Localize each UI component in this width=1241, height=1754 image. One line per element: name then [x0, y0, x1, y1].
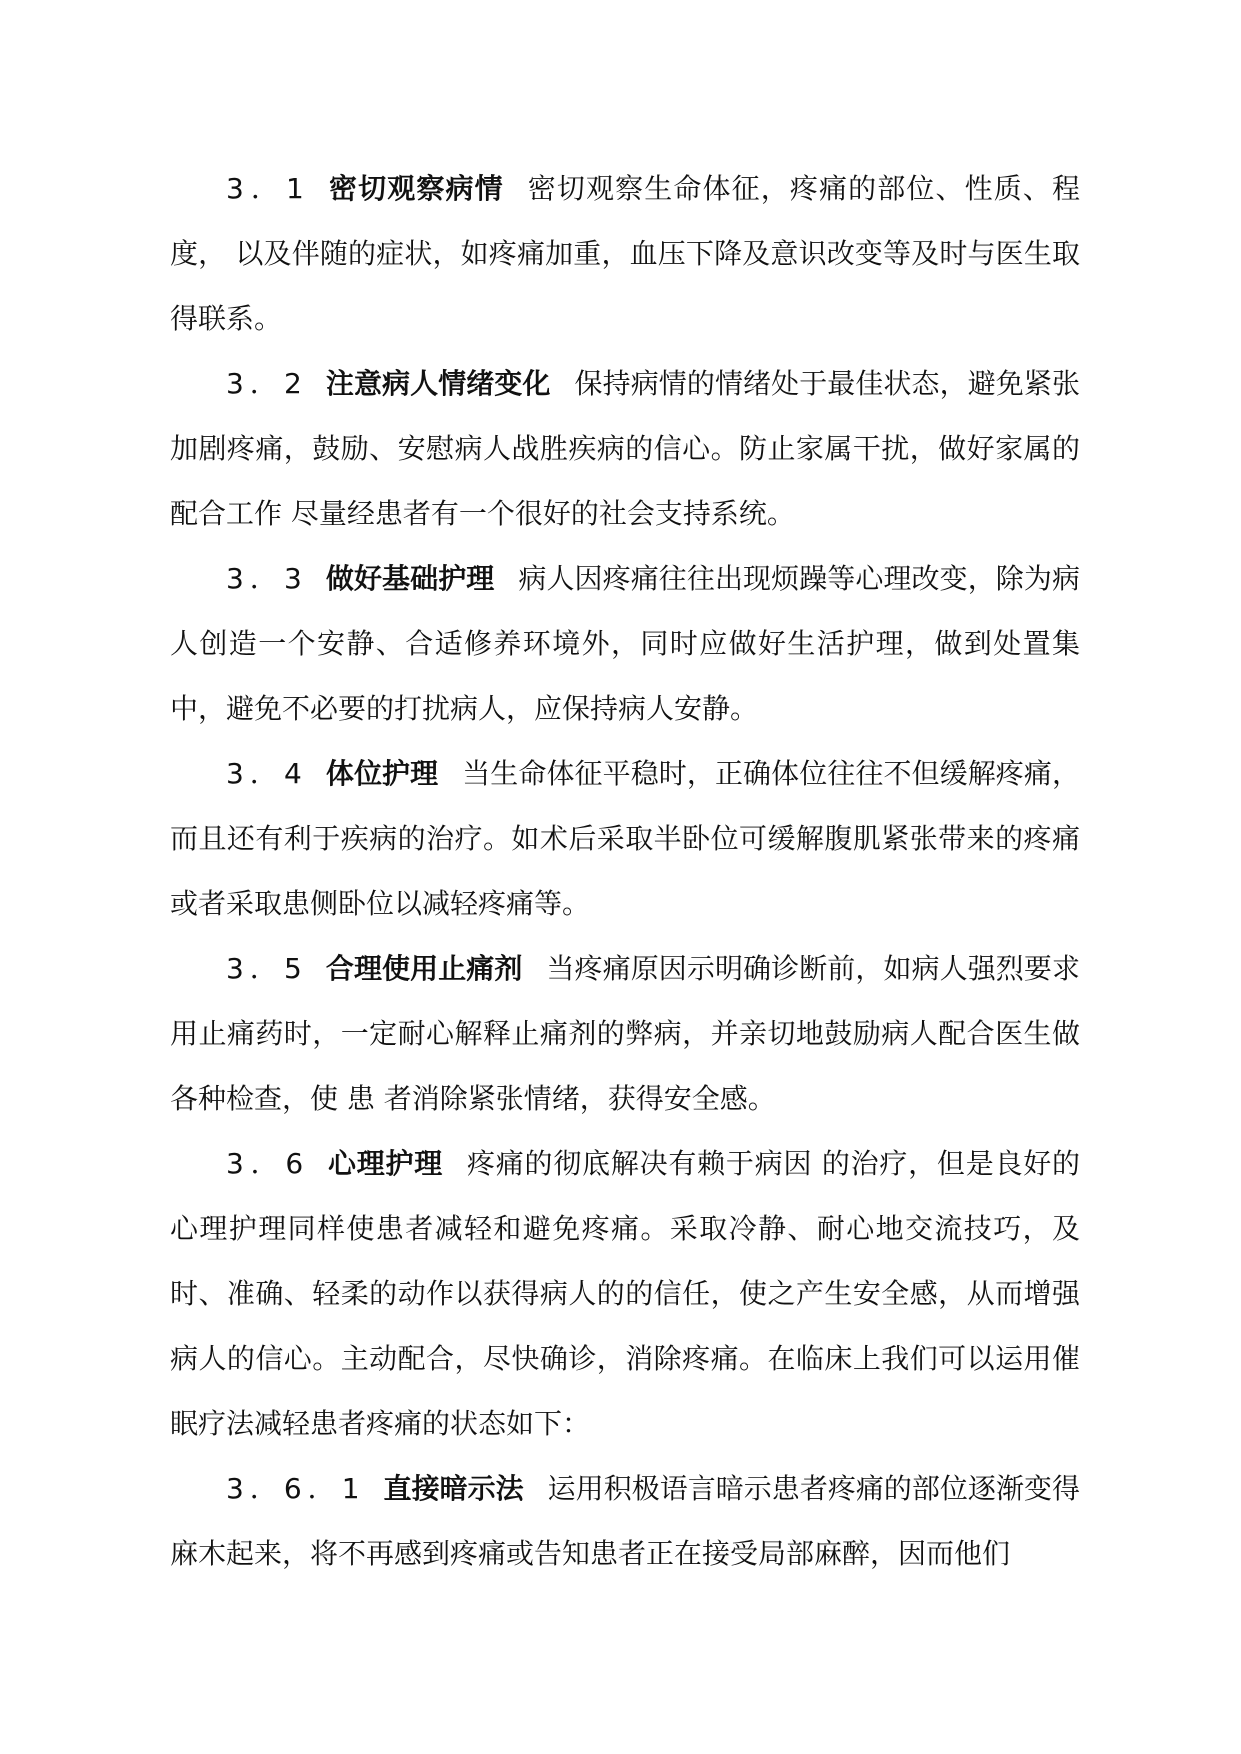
- section-3-4: [170, 741, 1080, 936]
- section-3-2: [170, 351, 1080, 546]
- section-heading: 体位护理: [325, 757, 439, 790]
- document-body: [170, 156, 1080, 1586]
- section-heading: 合理使用止痛剂: [325, 952, 523, 985]
- section-heading: 直接暗示法: [383, 1472, 524, 1505]
- section-body: 密切观察生命体征，疼痛的部位、性质、程度， 以及伴随的症状，如疼痛加重，血压下降及意识改变等及时与医生取得联系。: [170, 172, 1080, 335]
- section-body: 疼痛的彻底解决有赖于病因 的治疗，但是良好的心理护理同样使患者减轻和避免疼痛。采取冷静、耐心地交流技巧，及时、准确、轻柔的动作以获得病人的的信任，使之产生安全感，从而增强病人的信心。主动配合，尽快确诊，消除疼痛。在临床上我们可以运用催眠疗法减轻患者疼痛的状态如下：: [170, 1147, 1080, 1440]
- section-heading: 注意病人情绪变化: [325, 367, 551, 400]
- section-number: 3．2: [226, 367, 308, 400]
- section-body: 病人因疼痛往往出现烦躁等心理改变，除为病人创造一个安静、合适修养环境外，同时应做好生活护理，做到处置集中，避免不必要的打扰病人，应保持病人安静。: [170, 562, 1080, 725]
- section-3-6: [170, 1131, 1080, 1456]
- section-heading: 心理护理: [327, 1147, 444, 1180]
- section-heading: 密切观察病情: [327, 172, 504, 205]
- section-3-1: [170, 156, 1080, 351]
- section-number: 3．1: [226, 172, 310, 205]
- section-number: 3．3: [226, 562, 308, 595]
- section-body: 保持病情的情绪处于最佳状态，避免紧张加剧疼痛，鼓励、安慰病人战胜疾病的信心。防止家属干扰，做好家属的配合工作 尽量经患者有一个很好的社会支持系统。: [170, 367, 1080, 530]
- section-3-3: [170, 546, 1080, 741]
- section-body: 当疼痛原因示明确诊断前，如病人强烈要求用止痛药时，一定耐心解释止痛剂的弊病，并亲切地鼓励病人配合医生做各种检查，使 患 者消除紧张情绪，获得安全感。: [170, 952, 1080, 1115]
- section-number: 3．6．1: [226, 1472, 366, 1505]
- section-3-5: [170, 936, 1080, 1131]
- section-number: 3．5: [226, 952, 308, 985]
- section-number: 3．6: [226, 1147, 310, 1180]
- section-3-6-1: [170, 1456, 1080, 1586]
- section-heading: 做好基础护理: [325, 562, 495, 595]
- section-body: 当生命体征平稳时，正确体位往往不但缓解疼痛，而且还有利于疾病的治疗。如术后采取半卧位可缓解腹肌紧张带来的疼痛或者采取患侧卧位以减轻疼痛等。: [170, 757, 1080, 920]
- section-number: 3．4: [226, 757, 308, 790]
- section-body: 运用积极语言暗示患者疼痛的部位逐渐变得麻木起来，将不再感到疼痛或告知患者正在接受局部麻醉，因而他们: [170, 1472, 1080, 1570]
